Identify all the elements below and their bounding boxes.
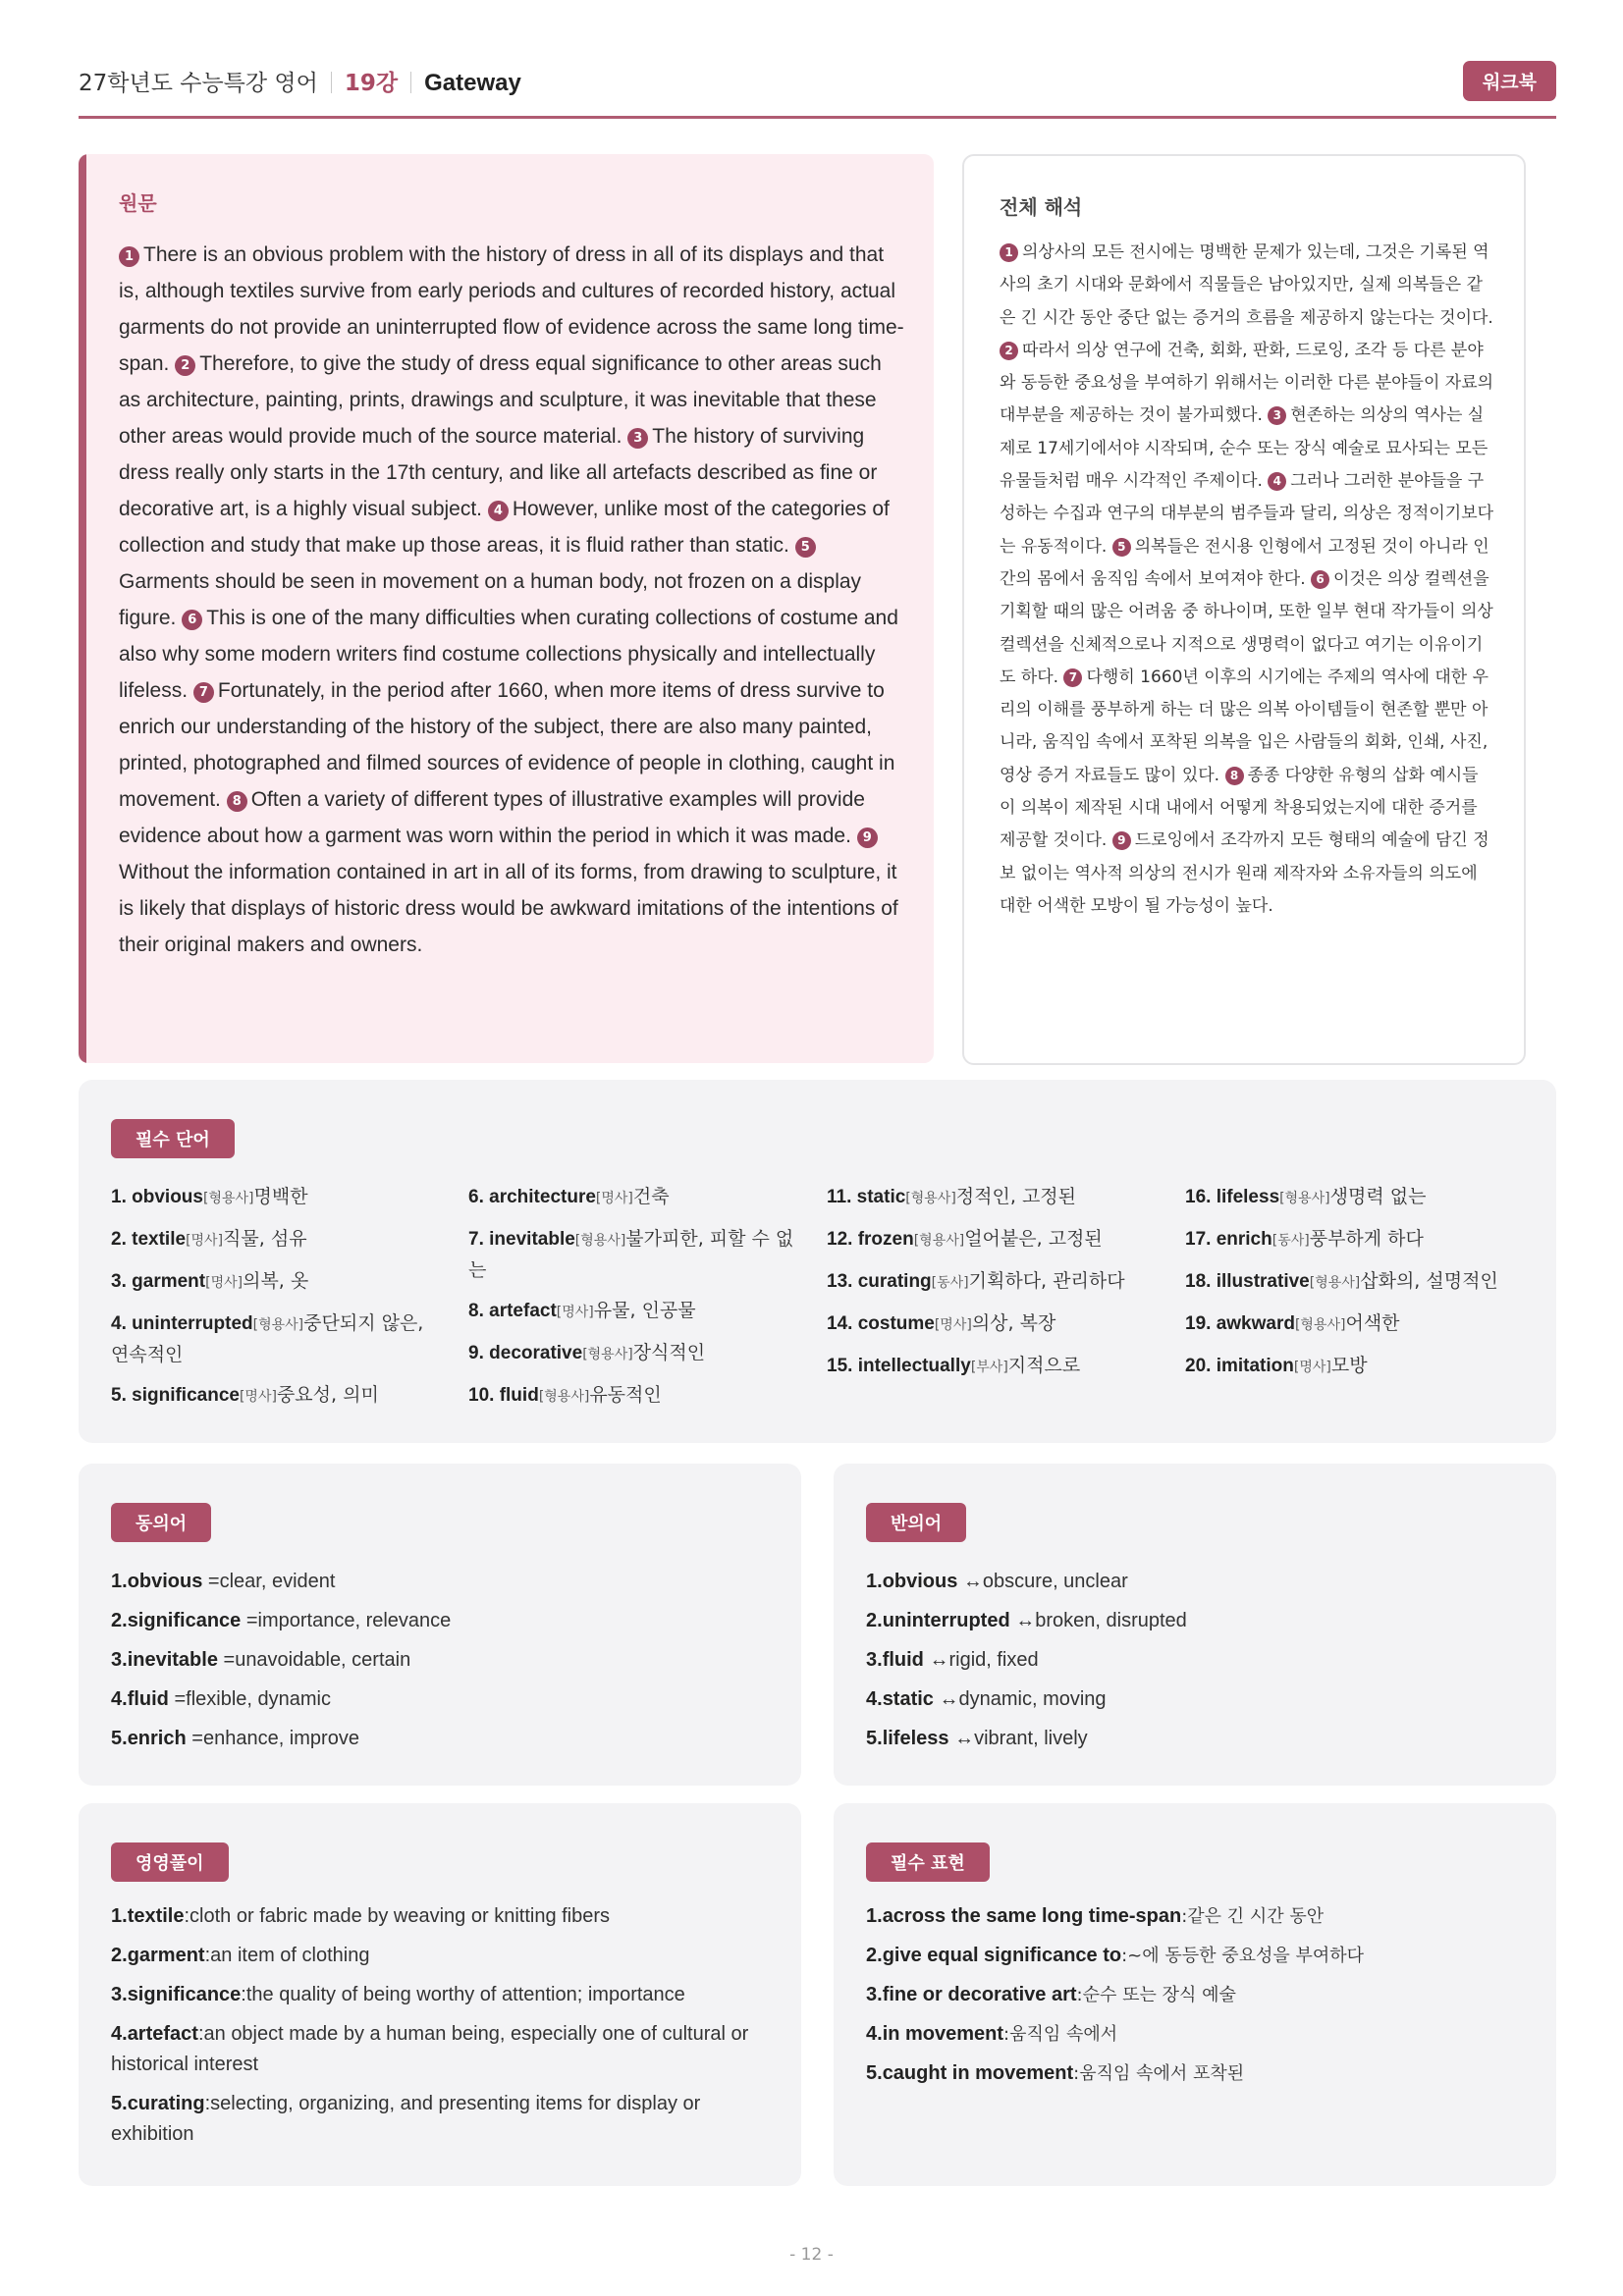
antonyms-detail: ↔obscure, unclear bbox=[957, 1571, 1128, 1592]
vocab-item bbox=[827, 1308, 1161, 1340]
vocab-word bbox=[468, 1385, 539, 1406]
vocab-number: 2. bbox=[111, 1229, 127, 1250]
vocab-item bbox=[111, 1224, 445, 1255]
vocab-term: curating bbox=[857, 1271, 932, 1292]
sentence-number-marker: 4 bbox=[1268, 472, 1286, 491]
vocab-number: 17. bbox=[1185, 1229, 1212, 1250]
expressions-number: 3. bbox=[866, 1984, 883, 2005]
expressions-detail: :같은 긴 시간 동안 bbox=[1181, 1906, 1325, 1927]
page-number: - 12 - bbox=[789, 2245, 834, 2265]
expressions-word: fine or decorative art bbox=[882, 1984, 1077, 2005]
synonyms-item bbox=[111, 1640, 779, 1680]
sentence-number-marker: 4 bbox=[488, 501, 509, 521]
vocab-number: 1. bbox=[111, 1187, 127, 1207]
vocab-term: enrich bbox=[1216, 1229, 1272, 1250]
vocab-word bbox=[111, 1385, 240, 1406]
vocab-item bbox=[468, 1224, 802, 1285]
sentence: This is one of the many difficulties when curating collections of costume and also why some modern writers find costume collections physically and intellectually lifeless. bbox=[119, 607, 898, 702]
expressions-detail: :~에 동등한 중요성을 부여하다 bbox=[1121, 1946, 1365, 1966]
sentence-number-marker: 2 bbox=[1000, 342, 1018, 360]
antonyms-item bbox=[866, 1680, 1534, 1719]
antonyms-term bbox=[866, 1571, 957, 1592]
vocab-meaning: 건축 bbox=[632, 1186, 670, 1207]
sentence: 현존하는 의상의 역사는 실제로 17세기에서야 시작되며, 순수 또는 장식 예술로 묘사되는 모든 유물들처럼 매우 시각적인 주제이다. bbox=[1000, 405, 1488, 492]
definitions-word: textile bbox=[127, 1905, 185, 1927]
sentence-number-marker: 5 bbox=[795, 537, 816, 558]
antonyms-number: 4. bbox=[866, 1688, 883, 1710]
vocab-word bbox=[1185, 1229, 1272, 1250]
vocab-word bbox=[1185, 1271, 1310, 1292]
expressions-list bbox=[866, 1901, 1534, 2098]
vocab-word bbox=[1185, 1356, 1294, 1376]
expressions-number: 2. bbox=[866, 1945, 883, 1966]
vocab-meaning: 장식적인 bbox=[632, 1342, 706, 1363]
header-title-line bbox=[79, 65, 521, 97]
vocab-meaning: 정적인, 고정된 bbox=[955, 1186, 1077, 1207]
original-heading: 원문 bbox=[119, 191, 157, 215]
antonyms-term bbox=[866, 1649, 924, 1671]
synonyms-word: fluid bbox=[127, 1688, 169, 1710]
vocab-word bbox=[827, 1187, 905, 1207]
vocab-part-of-speech: [형용사] bbox=[582, 1347, 633, 1362]
essential-words-label: 필수 단어 bbox=[111, 1119, 235, 1158]
sentence-number-marker: 5 bbox=[1112, 538, 1131, 557]
synonyms-term bbox=[111, 1688, 169, 1710]
vocab-part-of-speech: [형용사] bbox=[905, 1191, 956, 1206]
antonyms-term bbox=[866, 1688, 934, 1710]
sentence: Garments should be seen in movement on a human body, not frozen on a display figure. bbox=[119, 570, 862, 629]
sentence: 그러나 그러한 분야들을 구성하는 수집과 연구의 대부분의 범주들과 달리, 의상은 정적이기보다는 유동적이다. bbox=[1000, 471, 1494, 557]
sentence: 의복들은 전시용 인형에서 고정된 것이 아니라 인간의 몸에서 움직임 속에서 보여져야 한다. bbox=[1000, 536, 1489, 589]
vocab-word bbox=[111, 1313, 253, 1334]
sentence: There is an obvious problem with the history of dress in all of its displays and that is, although textiles survive from early periods and cultures of recorded history, actual garments do not provide an uninterrupted flow of evidence across the same long time-span. bbox=[119, 243, 904, 375]
vocab-meaning: 얼어붙은, 고정된 bbox=[964, 1228, 1103, 1250]
vocab-item bbox=[468, 1338, 802, 1369]
vocab-column-1 bbox=[111, 1182, 445, 1422]
antonyms-detail: ↔broken, disrupted bbox=[1009, 1610, 1187, 1631]
synonyms-term bbox=[111, 1610, 241, 1631]
synonyms-word: significance bbox=[127, 1610, 242, 1631]
vocab-word bbox=[1185, 1187, 1279, 1207]
sentence-number-marker: 1 bbox=[119, 246, 139, 267]
vocab-number: 15. bbox=[827, 1356, 853, 1376]
vocab-term: imitation bbox=[1216, 1356, 1294, 1376]
antonyms-label: 반의어 bbox=[866, 1503, 966, 1542]
vocab-meaning: 유물, 인공물 bbox=[593, 1300, 696, 1321]
expressions-item bbox=[866, 1901, 1534, 1932]
vocab-term: illustrative bbox=[1216, 1271, 1310, 1292]
definitions-item bbox=[111, 1980, 779, 2010]
definitions-term bbox=[111, 1905, 185, 1927]
vocab-meaning: 생명력 없는 bbox=[1329, 1186, 1427, 1207]
sentence-number-marker: 3 bbox=[627, 428, 648, 449]
definitions-detail: :selecting, organizing, and presenting items for display or exhibition bbox=[111, 2093, 701, 2145]
synonyms-term bbox=[111, 1649, 218, 1671]
vocab-meaning: 명백한 bbox=[253, 1186, 308, 1207]
sentence: However, unlike most of the categories of collection and study that make up those areas, it is fluid rather than static. bbox=[119, 498, 890, 557]
vocab-item bbox=[111, 1266, 445, 1298]
vocab-item bbox=[111, 1308, 445, 1369]
vocab-number: 10. bbox=[468, 1385, 495, 1406]
expressions-term bbox=[866, 1984, 1077, 2005]
vocab-term: artefact bbox=[489, 1301, 557, 1321]
expressions-term bbox=[866, 2062, 1073, 2084]
antonyms-term bbox=[866, 1610, 1010, 1631]
expressions-item bbox=[866, 2019, 1534, 2050]
vocab-item bbox=[1185, 1308, 1519, 1340]
vocab-item bbox=[111, 1380, 445, 1412]
definitions-number: 2. bbox=[111, 1945, 128, 1966]
synonyms-detail: =importance, relevance bbox=[241, 1610, 452, 1631]
header-rule bbox=[79, 116, 1556, 119]
sentence: 따라서 의상 연구에 건축, 회화, 판화, 드로잉, 조각 등 다른 분야와 동등한 중요성을 부여하기 위해서는 이러한 다른 분야들이 자료의 대부분을 제공하는 것이 불가피했다. bbox=[1000, 340, 1494, 426]
vocab-column-3 bbox=[827, 1182, 1161, 1393]
vocab-number: 8. bbox=[468, 1301, 484, 1321]
vocab-term: uninterrupted bbox=[132, 1313, 253, 1334]
synonyms-number: 1. bbox=[111, 1571, 128, 1592]
definitions-term bbox=[111, 1984, 241, 2005]
vocab-part-of-speech: [형용사] bbox=[202, 1191, 254, 1206]
vocab-column-2 bbox=[468, 1182, 802, 1422]
vocab-term: garment bbox=[132, 1271, 206, 1292]
vocab-meaning: 모방 bbox=[1330, 1355, 1368, 1376]
vocab-item bbox=[827, 1351, 1161, 1382]
vocab-term: decorative bbox=[489, 1343, 583, 1363]
vocab-word bbox=[468, 1229, 575, 1250]
antonyms-word: uninterrupted bbox=[882, 1610, 1010, 1631]
antonyms-detail: ↔rigid, fixed bbox=[923, 1649, 1039, 1671]
vocab-part-of-speech: [동사] bbox=[1271, 1233, 1310, 1249]
definitions-detail: :cloth or fabric made by weaving or knitting fibers bbox=[184, 1905, 611, 1927]
vocab-meaning: 중단되지 않은, 연속적인 bbox=[111, 1312, 424, 1365]
definitions-number: 5. bbox=[111, 2093, 128, 2114]
original-text-panel bbox=[79, 154, 934, 1063]
vocab-word bbox=[468, 1343, 582, 1363]
definitions-detail: :the quality of being worthy of attention; importance bbox=[241, 1984, 685, 2005]
antonyms-list bbox=[866, 1562, 1534, 1758]
vocab-part-of-speech: [부사] bbox=[970, 1360, 1008, 1375]
vocab-term: significance bbox=[132, 1385, 240, 1406]
sentence-number-marker: 2 bbox=[175, 355, 195, 376]
vocab-word bbox=[827, 1229, 914, 1250]
definitions-word: garment bbox=[127, 1945, 205, 1966]
page-header bbox=[79, 61, 1556, 100]
sentence: 다행히 1660년 이후의 시기에는 주제의 역사에 대한 우리의 이해를 풍부하게 하는 더 많은 의복 아이템들이 현존할 뿐만 아니라, 움직임 속에서 포착된 의복을 입은 사람들의 회화, 인쇄, 사진, 영상 증거 자료들도 많이 있다. bbox=[1000, 667, 1489, 785]
sentence: Often a variety of different types of illustrative examples will provide evidence about how a garment was worn within the period in which it was made. bbox=[119, 788, 865, 847]
definitions-number: 3. bbox=[111, 1984, 128, 2005]
antonyms-panel bbox=[834, 1464, 1556, 1786]
synonyms-panel bbox=[79, 1464, 801, 1786]
key-expressions-panel bbox=[834, 1803, 1556, 2186]
header-divider bbox=[331, 72, 332, 93]
synonyms-term bbox=[111, 1728, 187, 1749]
vocab-item bbox=[1185, 1351, 1519, 1382]
sentence: Fortunately, in the period after 1660, when more items of dress survive to enrich our understanding of the history of the subject, there are also many painted, printed, photographed and filmed sources of evidence of people in clothing, caught in movement. bbox=[119, 679, 895, 811]
sentence-number-marker: 8 bbox=[1225, 767, 1244, 785]
vocab-item bbox=[1185, 1224, 1519, 1255]
vocab-item bbox=[468, 1380, 802, 1412]
definitions-detail: :an item of clothing bbox=[204, 1945, 370, 1966]
vocab-column-4 bbox=[1185, 1182, 1519, 1393]
vocab-item bbox=[468, 1182, 802, 1213]
vocab-term: textile bbox=[132, 1229, 187, 1250]
vocab-part-of-speech: [명사] bbox=[934, 1317, 972, 1333]
definitions-word: significance bbox=[127, 1984, 242, 2005]
vocab-part-of-speech: [명사] bbox=[1293, 1360, 1331, 1375]
synonyms-detail: =unavoidable, certain bbox=[217, 1649, 411, 1671]
vocab-meaning: 삽화의, 설명적인 bbox=[1360, 1270, 1498, 1292]
expressions-number: 5. bbox=[866, 2062, 883, 2084]
synonyms-item bbox=[111, 1601, 779, 1640]
expressions-term bbox=[866, 1945, 1121, 1966]
vocab-word bbox=[827, 1271, 932, 1292]
sentence: Without the information contained in art in all of its forms, from drawing to sculpture, it is likely that displays of historic dress would be awkward imitations of the intentions of their original makers and owners. bbox=[119, 861, 898, 956]
header-divider bbox=[410, 72, 411, 93]
definitions-number: 4. bbox=[111, 2023, 128, 2045]
workbook-badge: 워크북 bbox=[1463, 61, 1556, 101]
sentence-number-marker: 7 bbox=[1063, 668, 1082, 687]
original-passage bbox=[119, 237, 904, 963]
vocab-term: intellectually bbox=[857, 1356, 971, 1376]
essential-words-panel bbox=[79, 1080, 1556, 1443]
sentence: Therefore, to give the study of dress equal significance to other areas such as architecture, painting, prints, drawings and sculpture, it was inevitable that these other areas would provide much of the source material. bbox=[119, 352, 882, 448]
key-expressions-label: 필수 표현 bbox=[866, 1842, 990, 1882]
sentence: 의상사의 모든 전시에는 명백한 문제가 있는데, 그것은 기록된 역사의 초기 시대와 문화에서 직물들은 남아있지만, 실제 의복들은 같은 긴 시간 동안 중단 없는 증거의 흐름을 제공하지 않는다는 것이다. bbox=[1000, 242, 1493, 328]
vocab-meaning: 의복, 옷 bbox=[243, 1270, 309, 1292]
vocab-word bbox=[827, 1313, 935, 1334]
vocab-number: 14. bbox=[827, 1313, 853, 1334]
definitions-word: curating bbox=[127, 2093, 205, 2114]
synonyms-word: enrich bbox=[127, 1728, 187, 1749]
vocab-part-of-speech: [형용사] bbox=[913, 1233, 965, 1249]
vocab-number: 13. bbox=[827, 1271, 853, 1292]
vocab-number: 6. bbox=[468, 1187, 484, 1207]
vocab-item bbox=[827, 1182, 1161, 1213]
translation-heading: 전체 해석 bbox=[1000, 195, 1083, 219]
definitions-number: 1. bbox=[111, 1905, 128, 1927]
expressions-detail: :움직임 속에서 bbox=[1003, 2024, 1118, 2045]
sentence-number-marker: 3 bbox=[1268, 406, 1286, 425]
synonyms-list bbox=[111, 1562, 779, 1758]
definitions-term bbox=[111, 1945, 205, 1966]
antonyms-word: lifeless bbox=[882, 1728, 949, 1749]
definitions-item bbox=[111, 2089, 779, 2150]
antonyms-number: 3. bbox=[866, 1649, 883, 1671]
vocab-meaning: 유동적인 bbox=[589, 1384, 662, 1406]
sentence-number-marker: 7 bbox=[193, 682, 214, 703]
vocab-meaning: 풍부하게 하다 bbox=[1309, 1228, 1424, 1250]
vocab-item bbox=[827, 1224, 1161, 1255]
vocab-word bbox=[468, 1187, 596, 1207]
vocab-part-of-speech: [동사] bbox=[931, 1275, 969, 1291]
synonyms-label: 동의어 bbox=[111, 1503, 211, 1542]
vocab-meaning: 지적으로 bbox=[1007, 1355, 1081, 1376]
antonyms-item bbox=[866, 1640, 1534, 1680]
lesson-number: 19강 bbox=[344, 71, 399, 96]
vocab-word bbox=[827, 1356, 971, 1376]
vocab-term: inevitable bbox=[489, 1229, 575, 1250]
vocab-number: 12. bbox=[827, 1229, 853, 1250]
synonyms-item bbox=[111, 1562, 779, 1601]
vocab-part-of-speech: [명사] bbox=[205, 1275, 243, 1291]
expressions-detail: :움직임 속에서 포착된 bbox=[1073, 2063, 1245, 2084]
expressions-detail: :순수 또는 장식 예술 bbox=[1076, 1985, 1236, 2005]
vocab-word bbox=[111, 1187, 203, 1207]
vocab-meaning: 기획하다, 관리하다 bbox=[968, 1270, 1125, 1292]
expressions-item bbox=[866, 1941, 1534, 1971]
vocab-term: frozen bbox=[857, 1229, 914, 1250]
definitions-list bbox=[111, 1901, 779, 2159]
sentence-number-marker: 6 bbox=[182, 610, 202, 630]
vocab-number: 19. bbox=[1185, 1313, 1212, 1334]
vocab-meaning: 의상, 복장 bbox=[971, 1312, 1056, 1334]
expressions-word: caught in movement bbox=[882, 2062, 1074, 2084]
vocab-word bbox=[468, 1301, 557, 1321]
sentence-number-marker: 8 bbox=[227, 791, 247, 812]
vocab-number: 3. bbox=[111, 1271, 127, 1292]
vocab-term: static bbox=[856, 1187, 906, 1207]
antonyms-word: fluid bbox=[882, 1649, 924, 1671]
vocab-part-of-speech: [형용사] bbox=[1294, 1317, 1346, 1333]
expressions-number: 4. bbox=[866, 2023, 883, 2045]
section-name: Gateway bbox=[424, 70, 521, 96]
book-title: 27학년도 수능특강 영어 bbox=[79, 71, 318, 96]
vocab-part-of-speech: [명사] bbox=[186, 1233, 224, 1249]
vocab-part-of-speech: [명사] bbox=[556, 1305, 594, 1320]
antonyms-item bbox=[866, 1719, 1534, 1758]
synonyms-detail: =enhance, improve bbox=[186, 1728, 359, 1749]
antonyms-item bbox=[866, 1601, 1534, 1640]
vocab-term: architecture bbox=[489, 1187, 596, 1207]
expressions-term bbox=[866, 2023, 1003, 2045]
definitions-term bbox=[111, 2023, 198, 2045]
translation-panel bbox=[962, 154, 1526, 1065]
expressions-item bbox=[866, 2058, 1534, 2089]
vocab-item bbox=[1185, 1266, 1519, 1298]
vocab-number: 4. bbox=[111, 1313, 127, 1334]
vocab-term: fluid bbox=[499, 1385, 539, 1406]
antonyms-number: 2. bbox=[866, 1610, 883, 1631]
vocab-number: 11. bbox=[827, 1187, 852, 1207]
english-definitions-panel bbox=[79, 1803, 801, 2186]
vocab-part-of-speech: [형용사] bbox=[252, 1317, 304, 1333]
vocab-number: 16. bbox=[1185, 1187, 1212, 1207]
vocab-number: 5. bbox=[111, 1385, 127, 1406]
antonyms-detail: ↔vibrant, lively bbox=[948, 1728, 1088, 1749]
expressions-term bbox=[866, 1905, 1181, 1927]
expressions-word: across the same long time-span bbox=[882, 1905, 1182, 1927]
definitions-term bbox=[111, 2093, 205, 2114]
sentence-number-marker: 9 bbox=[1112, 831, 1131, 850]
synonyms-number: 2. bbox=[111, 1610, 128, 1631]
vocab-meaning: 불가피한, 피할 수 없는 bbox=[468, 1228, 794, 1281]
sentence-number-marker: 6 bbox=[1311, 570, 1329, 589]
synonyms-word: inevitable bbox=[127, 1649, 218, 1671]
sentence: 이것은 의상 컬렉션을 기획할 때의 많은 어려움 중 하나이며, 또한 일부 현대 작가들이 의상 컬렉션을 신체적으로나 지적으로 생명력이 없다고 여기는 이유이기도 하다. bbox=[1000, 568, 1493, 687]
vocab-word bbox=[1185, 1313, 1295, 1334]
sentence: 드로잉에서 조각까지 모든 형태의 예술에 담긴 정보 없이는 역사적 의상의 전시가 원래 제작자와 소유자들의 의도에 대한 어색한 모방이 될 가능성이 높다. bbox=[1000, 830, 1489, 916]
vocab-part-of-speech: [명사] bbox=[239, 1389, 277, 1405]
sentence-number-marker: 9 bbox=[857, 828, 878, 848]
synonyms-item bbox=[111, 1680, 779, 1719]
definitions-word: artefact bbox=[127, 2023, 198, 2045]
vocab-word bbox=[111, 1271, 205, 1292]
vocab-part-of-speech: [형용사] bbox=[538, 1389, 590, 1405]
synonyms-detail: =clear, evident bbox=[202, 1571, 336, 1592]
vocab-item bbox=[111, 1182, 445, 1213]
vocab-part-of-speech: [형용사] bbox=[1309, 1275, 1361, 1291]
synonyms-term bbox=[111, 1571, 202, 1592]
vocab-number: 9. bbox=[468, 1343, 484, 1363]
expressions-word: in movement bbox=[882, 2023, 1004, 2045]
expressions-word: give equal significance to bbox=[882, 1945, 1122, 1966]
definitions-detail: :an object made by a human being, especially one of cultural or historical interest bbox=[111, 2023, 749, 2075]
sentence: 종종 다양한 유형의 삽화 예시들이 의복이 제작된 시대 내에서 어떻게 착용되었는지에 대한 증거를 제공할 것이다. bbox=[1000, 765, 1479, 851]
vocab-number: 7. bbox=[468, 1229, 484, 1250]
antonyms-number: 1. bbox=[866, 1571, 883, 1592]
antonyms-number: 5. bbox=[866, 1728, 883, 1749]
antonyms-item bbox=[866, 1562, 1534, 1601]
sentence-number-marker: 1 bbox=[1000, 243, 1018, 262]
vocab-part-of-speech: [형용사] bbox=[1279, 1191, 1330, 1206]
vocab-term: lifeless bbox=[1216, 1187, 1280, 1207]
vocab-meaning: 어색한 bbox=[1345, 1312, 1400, 1334]
definitions-item bbox=[111, 2019, 779, 2080]
vocab-number: 18. bbox=[1185, 1271, 1212, 1292]
vocab-part-of-speech: [형용사] bbox=[574, 1233, 626, 1249]
antonyms-word: static bbox=[882, 1688, 934, 1710]
expressions-number: 1. bbox=[866, 1905, 883, 1927]
vocab-item bbox=[1185, 1182, 1519, 1213]
synonyms-number: 5. bbox=[111, 1728, 128, 1749]
vocab-term: obvious bbox=[132, 1187, 203, 1207]
english-definitions-label: 영영풀이 bbox=[111, 1842, 229, 1882]
synonyms-item bbox=[111, 1719, 779, 1758]
vocab-meaning: 중요성, 의미 bbox=[276, 1384, 379, 1406]
vocab-word bbox=[111, 1229, 186, 1250]
antonyms-detail: ↔dynamic, moving bbox=[933, 1688, 1107, 1710]
vocab-meaning: 직물, 섬유 bbox=[223, 1228, 307, 1250]
vocab-term: costume bbox=[857, 1313, 935, 1334]
antonyms-term bbox=[866, 1728, 949, 1749]
vocab-item bbox=[468, 1296, 802, 1327]
vocab-item bbox=[827, 1266, 1161, 1298]
sentence: The history of surviving dress really only starts in the 17th century, and like all artefacts described as fine or decorative art, is a highly visual subject. bbox=[119, 425, 878, 520]
definitions-item bbox=[111, 1941, 779, 1971]
synonyms-word: obvious bbox=[127, 1571, 203, 1592]
vocab-term: awkward bbox=[1216, 1313, 1295, 1334]
antonyms-word: obvious bbox=[882, 1571, 958, 1592]
translation-passage bbox=[1000, 237, 1494, 923]
expressions-item bbox=[866, 1980, 1534, 2010]
definitions-item bbox=[111, 1901, 779, 1932]
synonyms-number: 3. bbox=[111, 1649, 128, 1671]
vocab-part-of-speech: [명사] bbox=[595, 1191, 633, 1206]
synonyms-detail: =flexible, dynamic bbox=[168, 1688, 331, 1710]
vocab-number: 20. bbox=[1185, 1356, 1212, 1376]
synonyms-number: 4. bbox=[111, 1688, 128, 1710]
